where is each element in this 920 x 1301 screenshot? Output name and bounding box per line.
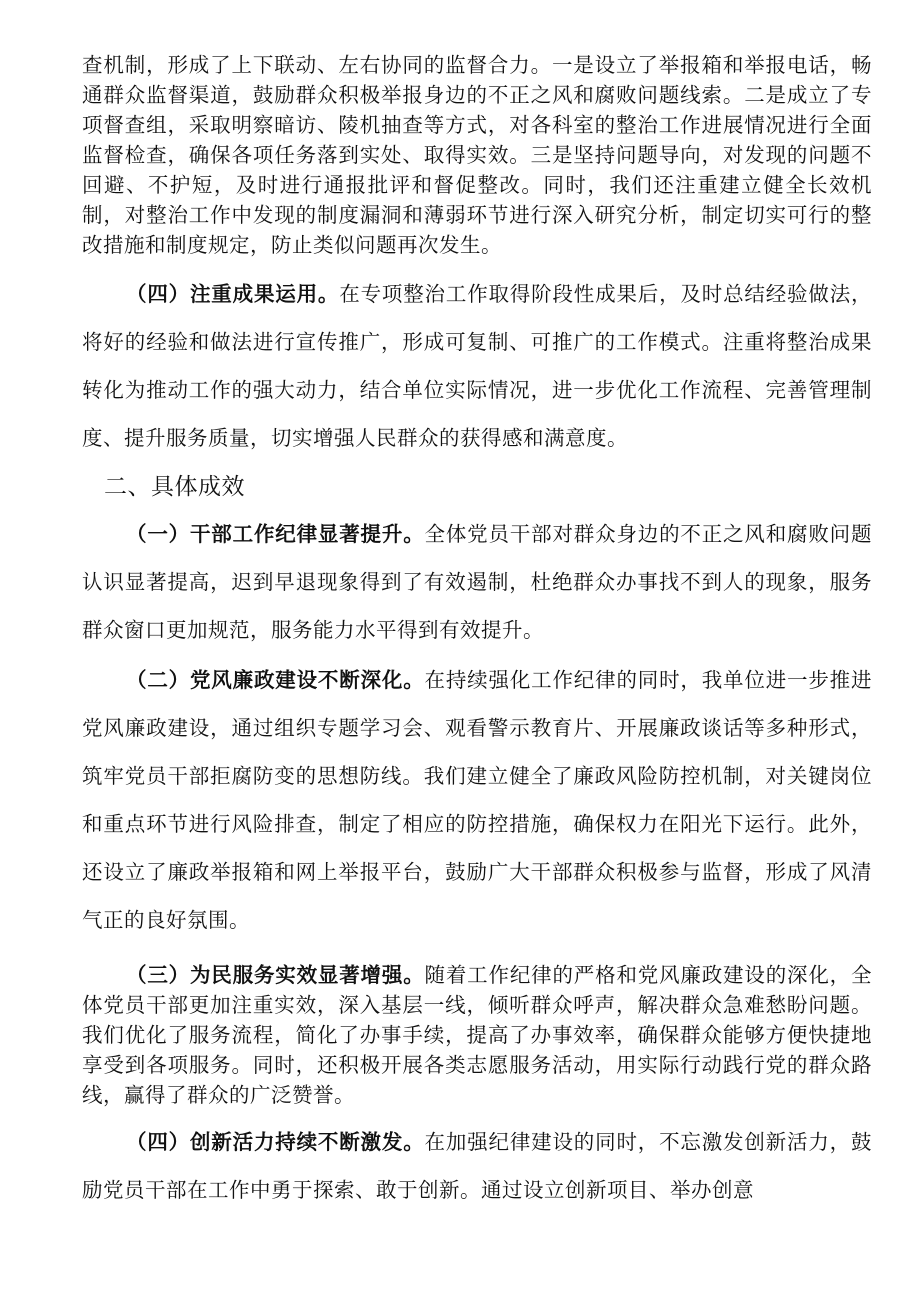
paragraph-supervision-mechanism <box>82 50 872 260</box>
paragraph-lead-heading: （四）注重成果运用。 <box>126 282 340 306</box>
paragraph-innovation-vitality <box>82 1118 872 1214</box>
paragraph-text: 全体党员干部对群众身边的不正之风和腐败问题认识显著提高，迟到早退现象得到了有效遏制，杜绝群众办事找不到人的现象，服务群众窗口更加规范，服务能力水平得到有效提升。 <box>82 522 873 642</box>
paragraph-lead-heading: （二）党风廉政建设不断深化。 <box>126 668 425 692</box>
paragraph-text: 查机制，形成了上下联动、左右协同的监督合力。一是设立了举报箱和举报电话，畅通群众监督渠道，鼓励群众积极举报身边的不正之风和腐败问题线索。二是成立了专项督查组，采取明察暗访、陵机抽查等方式，对各科室的整治工作进展情况进行全面监督检查，确保各项任务落到实处、取得实效。三是坚持问题导向，对发现的问题不回避、不护短，及时进行通报批评和督促整改。同时，我们还注重建立健全长效机制，对整治工作中发现的制度漏洞和薄弱环节进行深入研究分析，制定切实可行的整改措施和制度规定，防止类似问题再次发生。 <box>82 53 872 257</box>
paragraph-lead-heading: （四）创新活力持续不断激发。 <box>126 1130 425 1154</box>
paragraph-discipline-improvement <box>82 510 872 654</box>
paragraph-integrity-building <box>82 656 872 944</box>
paragraph-text: 在专项整治工作取得阶段性成果后，及时总结经验做法，将好的经验和做法进行宣传推广，形成可复制、可推广的工作模式。注重将整治成果转化为推动工作的强大动力，结合单位实际情况，进一步优化工作流程、完善管理制度、提升服务质量，切实增强人民群众的获得感和满意度。 <box>82 282 873 450</box>
paragraph-service-effectiveness <box>82 960 872 1110</box>
paragraph-results-application <box>82 270 872 462</box>
paragraph-lead-heading: （三）为民服务实效显著增强。 <box>126 963 425 987</box>
paragraph-lead-heading: （一）干部工作纪律显著提升。 <box>126 522 425 546</box>
paragraph-text: 在持续强化工作纪律的同时，我单位进一步推进党风廉政建设，通过组织专题学习会、观看警示教育片、开展廉政谈话等多种形式，筑牢党员干部拒腐防变的思想防线。我们建立健全了廉政风险防控机制，对关键岗位和重点环节进行风险排查，制定了相应的防控措施，确保权力在阳光下运行。此外，还设立了廉政举报箱和网上举报平台，鼓励广大干部群众积极参与监督，形成了风清气正的良好氛围。 <box>82 668 873 932</box>
paragraph-text: 在加强纪律建设的同时，不忘激发创新活力，鼓励党员干部在工作中勇于探索、敢于创新。通过设立创新项目、举办创意 <box>82 1130 873 1202</box>
section-heading-results: 二、具体成效 <box>104 474 245 500</box>
paragraph-text: 随着工作纪律的严格和党风廉政建设的深化，全体党员干部更加注重实效，深入基层一线，倾听群众呼声，解决群众急难愁盼问题。我们优化了服务流程，简化了办事手续，提高了办事效率，确保群众能够方便快捷地享受到各项服务。同时，还积极开展各类志愿服务活动，用实际行动践行党的群众路线，赢得了群众的广泛赞誉。 <box>82 963 873 1107</box>
